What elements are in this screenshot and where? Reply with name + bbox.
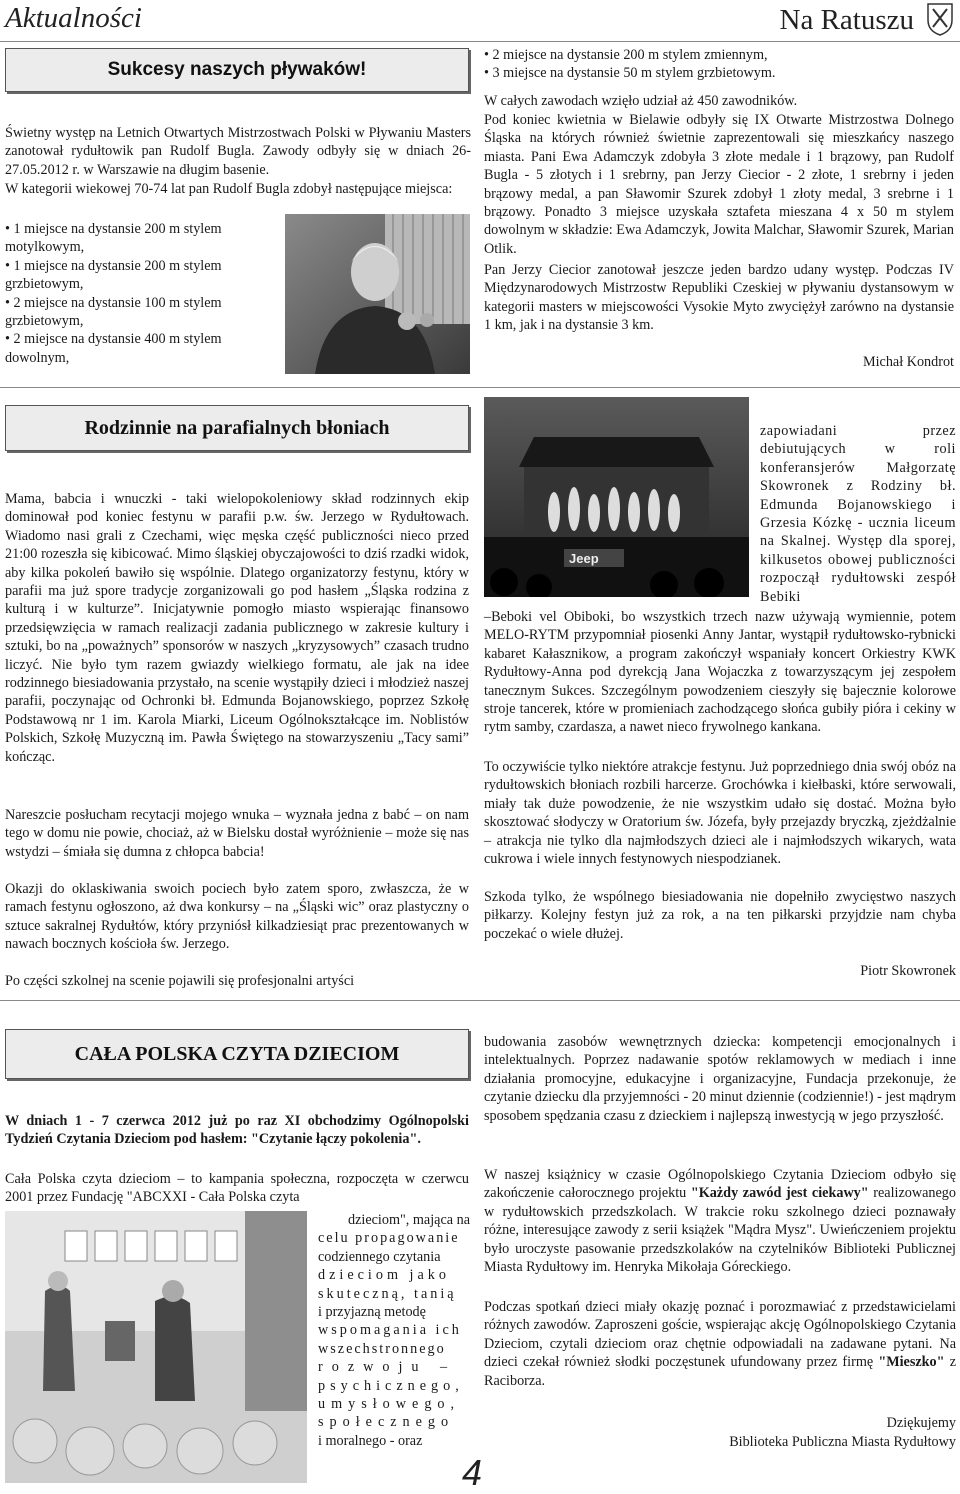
narrow-line: psychicznego,	[318, 1377, 464, 1394]
photo-swimmer-portrait	[285, 214, 470, 374]
article2-paragraph: Szkoda tylko, że wspólnego biesiadowania nie dopełniło zwycięstwo naszych piłkarzy. Kolejny festyn już za rok, a na ten piłkarski przyjdzie nam chyba poczekać o wiele dłużej.	[484, 889, 956, 942]
article1-paragraph: W całych zawodach wzięło udział aż 450 zawodników.	[484, 93, 798, 109]
narrow-line: umysłowego,	[318, 1396, 461, 1413]
article2-paragraph: Mama, babcia i wnuczki - taki wielopokoleniowy skład rodzinnych ekip dominował pod koniec festynu w parafii p.w. św. Jerzego w Rydułtowach. Wiadomo nasi grali z Czechami, więc męska część publiczności nieco przed 21:00 rozeszła się kibicować. Mimo śląskiej obyczajowości to dziś rzadki widok, aby kilka pokoleń bawiło się wspólnie. Dlatego organizatorzy festynu, który w parafii ma już spore tradycje zorganizowali go pod hasłem „Śląska rodzina z kulturą i w kulturze”. Inicjatywnie pomogło miasto wspierając finansowo przedsięwzięcia w ramach realizacji zadania publicznego w zakresie kultury i sztuki, bo na „poważnych” sponsorów w naszych „kryzysowych” czasach trudno liczyć. Nie było tym razem gwiazdy wielkiego formatu, ale jak na idee rodzinnego biesiadowania przystało, na scenie wystąpiły dzieci i młodzież naszej parafii, poczynając od Ochronki bł. Edmunda Bojanowskiego, poprzez Szkołę Podstawową nr 1 im. Karola Miarki, Liceum Ogólnokształcące im. Noblistów Polskich, Szkołę Muzyczną im. Pawła Świętego na stowarzyszeniu „Tacy sami” kończąc.	[5, 491, 469, 765]
article2-paragraph: Nareszcie posłucham recytacji mojego wnuka – wyznała jedna z babć – on nam tego w domu nie powie, chociaż, aż w Bielsku dostał wyróżnienie – może się nas wstydzi – śmiała się dumna z chłopca babcia!	[5, 807, 469, 860]
article-title-swimmers: Sukcesy naszych pływaków!	[5, 48, 469, 92]
narrow-line: skuteczną, tanią	[318, 1285, 457, 1302]
result-item: • 2 miejsce na dystansie 400 m stylem dowolnym,	[5, 331, 222, 366]
article3-signature: Biblioteka Publiczna Miasta Rydułtowy	[729, 1434, 956, 1450]
header-rule	[0, 41, 960, 42]
narrow-line: wspomagania ich	[318, 1322, 462, 1339]
article1-paragraph: Pod koniec kwietnia w Bielawie odbyły się IX Otwarte Mistrzostwa Dolnego Śląska na których również świetnie zaprezentowali się mieszkańcy naszego miasta. Pani Ewa Adamczyk zdobyła 3 złote medale i 1 brązowy, pan Rudolf Bugla - 5 złotych i 1 srebrny, pan Jerzy Ciecior - 2 złote, 1 srebrny i jeden brązowy medal, a pan Sławomir Szurek zdobył 1 złoty medal, 3 srebrne i 1 brązowy. Ponadto 3 miejsce uzyskała sztafeta mieszana 4 x 50 m stylem dowolnym w składzie: Ewa Adamczyk, Jowita Malchar, Sławomir Szurek, Marian Otlik.	[484, 112, 954, 257]
article3-thanks: Dziękujemy	[886, 1415, 956, 1431]
narrow-line: codziennego czytania	[318, 1248, 441, 1265]
article3-paragraph: Cała Polska czyta dzieciom – to kampania społeczna, rozpoczęta w czerwcu 2001 przez Fundację "ABCXXI - Cała Polska czyta	[5, 1171, 469, 1206]
photo-festival-stage	[484, 397, 749, 597]
article3-narrow-column	[318, 1211, 470, 1450]
article2-author: Piotr Skowronek	[860, 963, 956, 979]
page-number: 4	[462, 1452, 483, 1493]
result-item: • 2 miejsce na dystansie 100 m stylem grzbietowym,	[5, 294, 222, 330]
article3-paragraph: Podczas spotkań dzieci miały okazję poznać i porozmawiać z przedstawicielami różnych zawodów. Zaproszeni goście, wspierając akcję Ogólnopolskiego Czytania Dzieciom, czytali dzieciom oraz chętnie odpowiadali na zadawane pytani. Na dzieci czekał również słodki poczęstunek ufundowany przez firmę "Mieszko" z Raciborza.	[484, 1299, 956, 1389]
narrow-line: i przyjazną metodę	[318, 1304, 426, 1321]
narrow-line: wszechstronnego	[318, 1340, 446, 1357]
narrow-line: dzieciom", mająca na	[348, 1212, 470, 1228]
result-item: • 1 miejsce na dystansie 200 m stylem grzbietowym,	[5, 257, 222, 293]
article3-paragraph: budowania zasobów wewnętrznych dziecka: kompetencji emocjonalnych i intelektualnych. Poprzez nadawanie spotów reklamowych w mediach i inne działania promocyjne, edukacyjne i organizacyjne, Fundacja przekonuje, że czytanie dziecku dla przyjemności - 20 minut dziennie (codziennie!) - jest mądrym sposobem spędzania czasu z dzieckiem i najlepszą inwestycją w jego przyszłość.	[484, 1034, 956, 1124]
article3-paragraph: W naszej książnicy w czasie Ogólnopolskiego Czytania Dzieciom odbyło się zakończenie całorocznego projektu "Każdy zawód jest ciekawy" realizowanego w rydułtowskich przedszkolach. W trakcie roku szkolnego dzieci poznawały różne, interesujące zawody z serii książek "Mądra Mysz". Uwieńczeniem projektu było uroczyste pasowanie przedszkolaków na czytelników Biblioteki Publicznej Miasta Rydułtowy im. Henryka Mikołaja Góreckiego.	[484, 1167, 956, 1276]
article2-paragraph: To oczywiście tylko niektóre atrakcje festynu. Już poprzedniego dnia swój obóz na rydułtowskich błoniach rozbili harcerze. Grochówka i kiełbaski, które serwowali, miały tak duże powodzenie, że nie wszystkim udało się dostać. Można było skosztować słodyczy w Oratorium św. Józefa, były przejazdy bryczką, zjeżdżalnie – atrakcja nie tylko dla najmłodszych dzieci ale i najmłodszych wikarych, wata cukrowa i wiele innych festynowych niespodzianek.	[484, 759, 956, 868]
narrow-line: społecznego	[318, 1414, 455, 1431]
result-item: • 1 miejsce na dystansie 200 m stylem motylkowym,	[5, 221, 222, 256]
result-item: • 2 miejsce na dystansie 200 m stylem zmiennym,	[484, 47, 768, 63]
narrow-line: i moralnego - oraz	[318, 1432, 423, 1449]
article1-lead: W kategorii wiekowej 70-74 lat pan Rudolf Bugla zdobył następujące miejsca:	[5, 181, 453, 197]
photo-sign-text: Jeep	[569, 551, 599, 566]
article1-paragraph: Pan Jerzy Ciecior zanotował jeszcze jeden bardzo udany występ. Podczas IV Międzynarodowych Mistrzostw Republiki Czeskiej w pływaniu dystansowym w kategorii masters w miejscowości Vysokie Myto zwyciężył zarówno na dystansie 1 km, jak i na dystansie 3 km.	[484, 262, 954, 334]
narrow-line: rozwoju –	[318, 1359, 457, 1376]
photo-library-reading	[5, 1211, 307, 1483]
section-divider	[0, 387, 960, 388]
article2-paragraph: Po części szkolnej na scenie pojawili się profesjonalni artyści	[5, 973, 355, 989]
article1-intro: Świetny występ na Letnich Otwartych Mistrzostwach Polski w Pływaniu Masters zanotował rydułtowik pan Rudolf Bugla. Zawody odbyły się w dniach 26-27.05.2012 r. w Warszawie na długim basenie.	[5, 125, 471, 178]
section-divider	[0, 1000, 960, 1001]
article1-author: Michał Kondrot	[862, 354, 954, 370]
city-emblem-icon	[926, 2, 954, 36]
article1-results-right	[484, 46, 954, 83]
result-item: • 3 miejsce na dystansie 50 m stylem grzbietowym.	[484, 65, 776, 82]
section-title-right: Na Ratuszu	[779, 4, 914, 36]
article3-lead: W dniach 1 - 7 czerwca 2012 już po raz XI obchodzimy Ogólnopolski Tydzień Czytania Dzieciom pod hasłem: "Czytanie łączy pokolenia".	[5, 1113, 469, 1148]
article-title-reading: CAŁA POLSKA CZYTA DZIECIOM	[5, 1029, 469, 1079]
article1-results-left	[5, 220, 265, 367]
article-title-family-festival: Rodzinnie na parafialnych błoniach	[5, 405, 469, 451]
article2-narrow-text: zapowiadani przez debiutujących w roli konferansjerów Małgorzatę Skowronek z Rodziny bł. Edmunda Bojanowskiego i Grzesia Kózkę - ucznia liceum na Skalnej. Występ dla sporej, kilkusetos obowej publiczności rozpoczął rydułtowski zespół Bebiki	[760, 423, 956, 605]
narrow-line: celu propagowanie	[318, 1230, 460, 1247]
section-title-left: Aktualności	[5, 2, 142, 34]
article2-paragraph: Okazji do oklaskiwania swoich pociech było zatem sporo, zwłaszcza, że w ramach festynu ogłoszono, aż dwa konkursy – na „Śląski wic” oraz plastyczny o sztuce sakralnej Rydułtów, który przyniósł kilkadziesiąt prac prezentowanych w nawach bocznych kościoła św. Jerzego.	[5, 881, 469, 953]
narrow-line: dzieciom jako	[318, 1267, 450, 1284]
article2-paragraph: –Beboki vel Obiboki, bo wszystkich trzech nazw używają wymiennie, potem MELO-RYTM przypomniał piosenki Anny Jantar, wystąpił rydułtowsko-rybnicki kabaret Kałasznikow, a program zakończył wspaniały koncert Orkiestry KWK Rydułtowy-Anna pod dyrekcją Jana Wojaczka z towarzyszącym jej zespołem tanecznym Sukces. Szczególnym powodzeniem cieszyły się bajecznie kolorowe stroje tancerek, które w promieniach zachodzącego słońca gubiły pióra i cekiny w rytm samby, czardasza, a nawet nieco frywolnego kankana.	[484, 609, 956, 736]
